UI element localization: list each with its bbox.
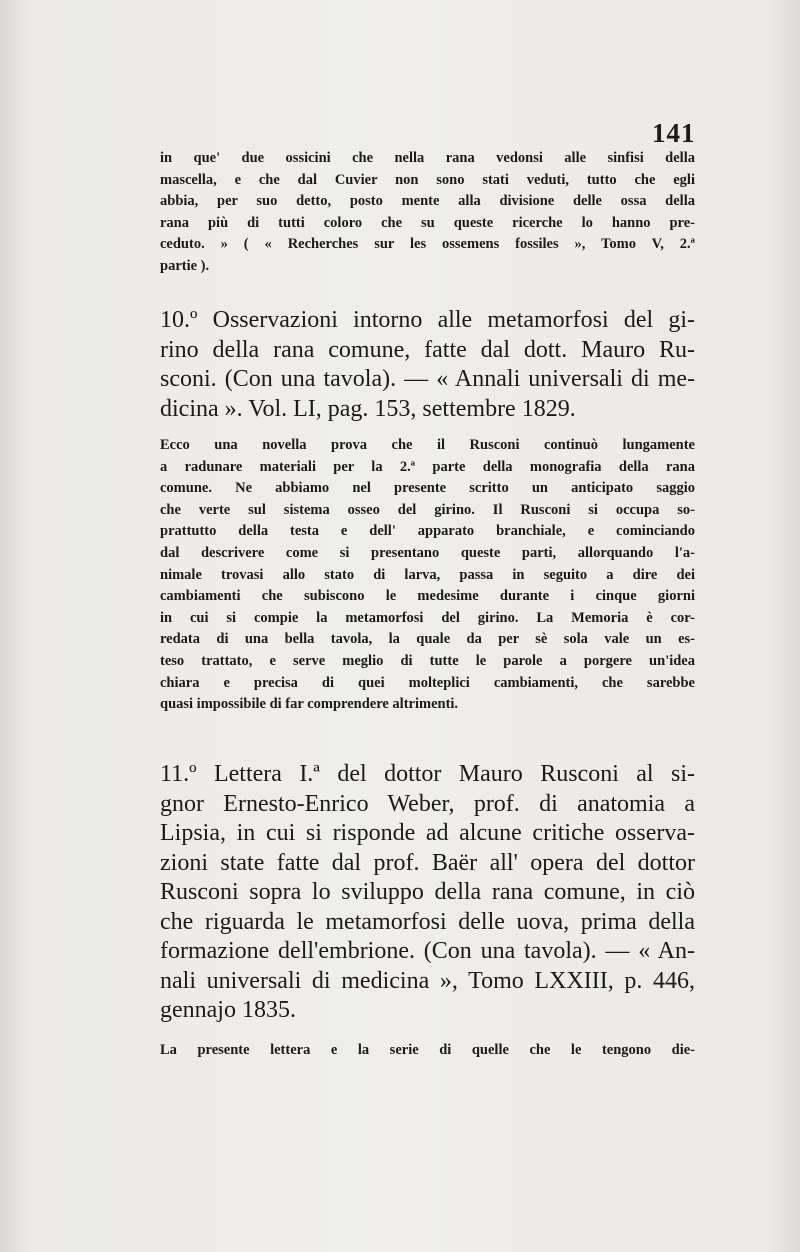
heading-line: rino della rana comune, fatte dal dott. Mauro Ru- bbox=[160, 336, 695, 363]
text-line: teso trattato, e serve meglio di tutte le parole a porgere un'idea bbox=[160, 652, 695, 669]
text-line: nimale trovasi allo stato di larva, passa in seguito a dire dei bbox=[160, 566, 695, 583]
text-line: partie ). bbox=[160, 257, 210, 274]
page-number: 141 bbox=[652, 118, 696, 148]
heading-line: che riguarda le metamorfosi delle uova, prima della bbox=[160, 908, 695, 935]
text-line: rana più di tutti coloro che su queste ricerche lo hanno pre- bbox=[160, 214, 695, 231]
text-line: quasi impossibile di far comprendere altrimenti. bbox=[160, 696, 459, 713]
heading-line: dicina ». Vol. LI, pag. 153, settembre 1829. bbox=[160, 395, 576, 422]
paragraph-entry-10 bbox=[160, 435, 695, 716]
text-line: in que' due ossicini che nella rana vedonsi alle sinfisi della bbox=[160, 150, 695, 166]
heading-line: zioni state fatte dal prof. Baër all' opera del dottor bbox=[160, 849, 695, 876]
heading-line: Lipsia, in cui si risponde ad alcune critiche osserva- bbox=[160, 820, 695, 846]
text-line: Ecco una novella prova che il Rusconi continuò lungamente bbox=[160, 437, 695, 453]
heading-line: 11.º Lettera I.ª del dottor Mauro Rusconi al si- bbox=[160, 761, 695, 787]
text-line: cambiamenti che subiscono le medesime durante i cinque giorni bbox=[160, 588, 695, 605]
text-line: mascella, e che dal Cuvier non sono stati veduti, tutto che egli bbox=[160, 171, 695, 188]
entry-heading-10 bbox=[160, 306, 695, 424]
heading-line: gnor Ernesto-Enrico Weber, prof. di anatomia a bbox=[160, 790, 695, 817]
heading-line: gennajo 1835. bbox=[160, 997, 296, 1023]
text-line: dal descrivere come si presentano queste parti, allorquando l'a- bbox=[160, 544, 695, 561]
text-line: in cui si compie la metamorfosi del girino. La Memoria è cor- bbox=[160, 609, 695, 626]
text-line: che verte sul sistema osseo del girino. Il Rusconi si occupa so- bbox=[160, 501, 695, 518]
heading-line: Rusconi sopra lo sviluppo della rana comune, in ciò bbox=[160, 879, 695, 905]
text-line: chiara e precisa di quei molteplici cambiamenti, che sarebbe bbox=[160, 674, 695, 691]
text-line: abbia, per suo detto, posto mente alla divisione delle ossa della bbox=[160, 193, 695, 210]
text-line: comune. Ne abbiamo nel presente scritto un anticipato saggio bbox=[160, 480, 695, 497]
heading-line: nali universali di medicina », Tomo LXXIII, p. 446, bbox=[160, 967, 695, 994]
text-line: redata di una bella tavola, la quale da per sè sola vale un es- bbox=[160, 631, 695, 648]
text-line: a radunare materiali per la 2.ª parte della monografia della rana bbox=[160, 458, 695, 475]
heading-line: formazione dell'embrione. (Con una tavola). — « An- bbox=[160, 938, 695, 964]
entry-heading-11 bbox=[160, 760, 695, 1026]
text-line: ceduto. » ( « Recherches sur les ossemens fossiles », Tomo V, 2.ª bbox=[160, 236, 695, 253]
paragraph-continuation bbox=[160, 148, 695, 278]
text-line: La presente lettera e la serie di quelle che le tengono die- bbox=[160, 1042, 695, 1058]
heading-line: 10.º Osservazioni intorno alle metamorfosi del gi- bbox=[160, 307, 695, 333]
heading-line: sconi. (Con una tavola). — « Annali universali di me- bbox=[160, 366, 695, 392]
text-line: prattutto della testa e dell' apparato branchiale, e cominciando bbox=[160, 523, 695, 540]
paragraph-entry-11 bbox=[160, 1040, 695, 1062]
